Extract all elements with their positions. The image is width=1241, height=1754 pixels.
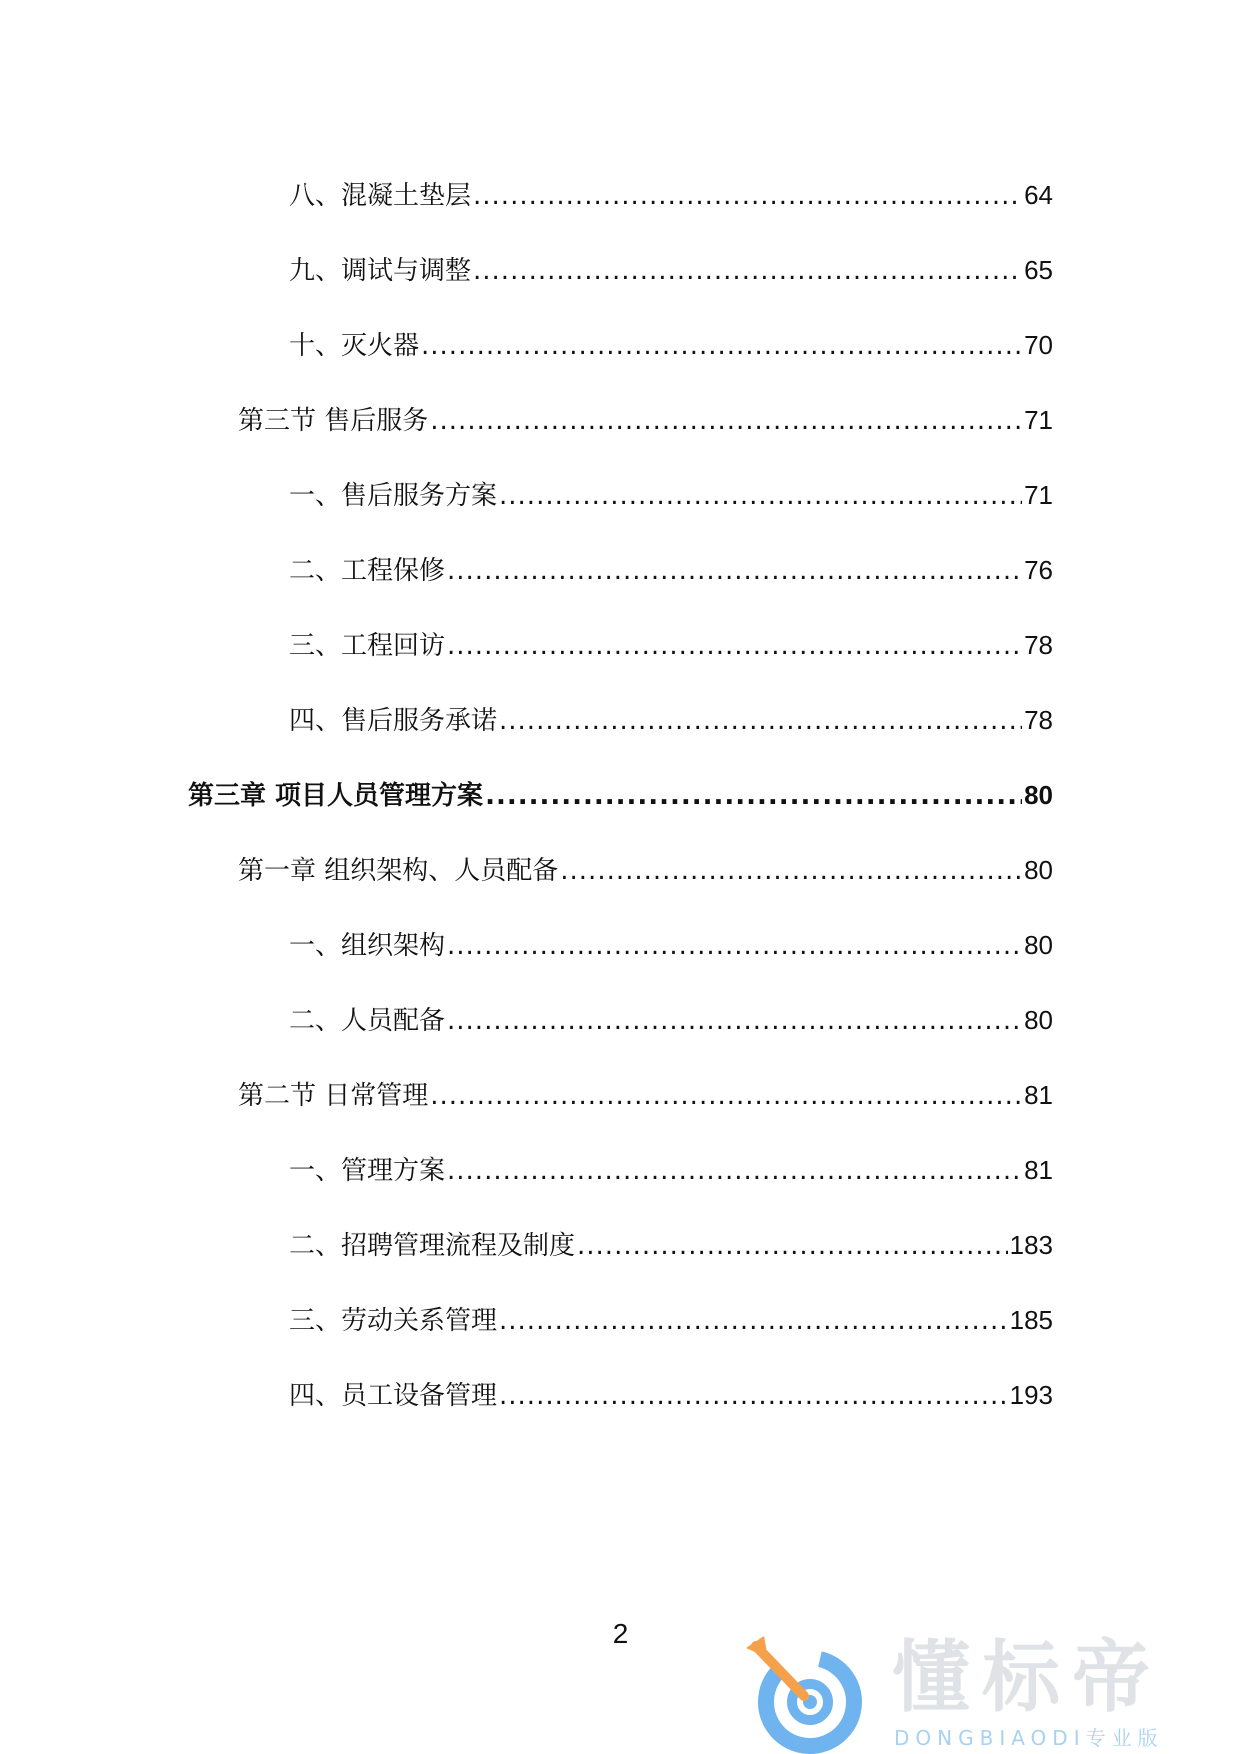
toc-entry-title: 二、人员配备 [289, 1006, 446, 1036]
watermark [742, 1632, 1222, 1754]
toc-dot-leader [447, 626, 1022, 666]
toc-entry-title: 第二节 日常管理 [238, 1081, 429, 1111]
toc-entry-page: 76 [1024, 555, 1053, 585]
toc-entry[interactable] [289, 250, 1053, 290]
toc-entry-title: 九、调试与调整 [289, 256, 472, 286]
toc-entry[interactable] [289, 475, 1053, 515]
toc-dot-leader [447, 551, 1022, 591]
toc-dot-leader [499, 1301, 1008, 1341]
toc-entry-title: 三、劳动关系管理 [289, 1306, 498, 1336]
toc-dot-leader [485, 776, 1022, 816]
toc-entry-page: 70 [1024, 330, 1053, 360]
toc-entry-title: 十、灭火器 [289, 331, 420, 361]
toc-entry-page: 64 [1024, 180, 1053, 210]
toc-entry[interactable] [289, 550, 1053, 590]
toc-entry-page: 81 [1024, 1080, 1053, 1110]
toc-chapter-entry[interactable] [188, 775, 1053, 815]
toc-entry-page: 80 [1024, 1005, 1053, 1035]
target-logo-icon [742, 1632, 867, 1754]
toc-entry-title: 二、工程保修 [289, 556, 446, 586]
toc-entry[interactable] [289, 325, 1053, 365]
toc-entry-title: 第一章 组织架构、人员配备 [238, 856, 559, 886]
toc-entry[interactable] [289, 700, 1053, 740]
toc-dot-leader [430, 401, 1022, 441]
toc-dot-leader [473, 251, 1022, 291]
toc-entry-title: 第三章 项目人员管理方案 [188, 781, 484, 811]
toc-dot-leader [560, 851, 1022, 891]
toc-dot-leader [447, 1001, 1022, 1041]
toc-entry[interactable] [238, 1075, 1053, 1115]
watermark-brand: 懂标帝 [892, 1633, 1163, 1723]
toc-entry-title: 三、工程回访 [289, 631, 446, 661]
toc-entry[interactable] [289, 1300, 1053, 1340]
toc-entry[interactable] [289, 175, 1053, 215]
toc-entry-page: 185 [1009, 1305, 1053, 1335]
toc-entry-page: 80 [1024, 930, 1053, 960]
toc-entry-page: 65 [1024, 255, 1053, 285]
toc-dot-leader [421, 326, 1022, 366]
toc-entry-title: 八、混凝土垫层 [289, 181, 472, 211]
toc-entry[interactable] [238, 850, 1053, 890]
toc-entry-title: 二、招聘管理流程及制度 [289, 1231, 576, 1261]
toc-dot-leader [447, 1151, 1022, 1191]
toc-entry-title: 一、管理方案 [289, 1156, 446, 1186]
toc-entry[interactable] [238, 400, 1053, 440]
toc-dot-leader [430, 1076, 1022, 1116]
toc-entry-page: 78 [1024, 705, 1053, 735]
toc-entry-page: 71 [1024, 405, 1053, 435]
toc-entry-page: 80 [1024, 855, 1053, 885]
toc-entry-page: 193 [1009, 1380, 1053, 1410]
toc-entry-title: 一、组织架构 [289, 931, 446, 961]
toc-entry-page: 71 [1024, 480, 1053, 510]
toc-entry-page: 80 [1024, 780, 1053, 810]
toc-entry[interactable] [289, 1375, 1053, 1415]
toc-entry-page: 183 [1009, 1230, 1053, 1260]
toc-dot-leader [499, 476, 1022, 516]
toc-dot-leader [447, 926, 1022, 966]
toc-entry-title: 四、员工设备管理 [289, 1381, 498, 1411]
toc-dot-leader [499, 701, 1022, 741]
toc-entry-page: 81 [1024, 1155, 1053, 1185]
toc-entry[interactable] [289, 625, 1053, 665]
toc-entry-title: 一、售后服务方案 [289, 481, 498, 511]
toc-entry[interactable] [289, 1225, 1053, 1265]
toc-entry[interactable] [289, 1000, 1053, 1040]
toc-entry[interactable] [289, 925, 1053, 965]
toc-dot-leader [577, 1226, 1008, 1266]
toc-entry-page: 78 [1024, 630, 1053, 660]
page-number: 2 [612, 1618, 629, 1649]
toc-entry[interactable] [289, 1150, 1053, 1190]
toc-entry-title: 第三节 售后服务 [238, 406, 429, 436]
watermark-subtitle: DONGBIAODI专业版 [894, 1726, 1164, 1750]
toc-entry-title: 四、售后服务承诺 [289, 706, 498, 736]
toc-dot-leader [473, 176, 1022, 216]
toc-dot-leader [499, 1376, 1008, 1416]
